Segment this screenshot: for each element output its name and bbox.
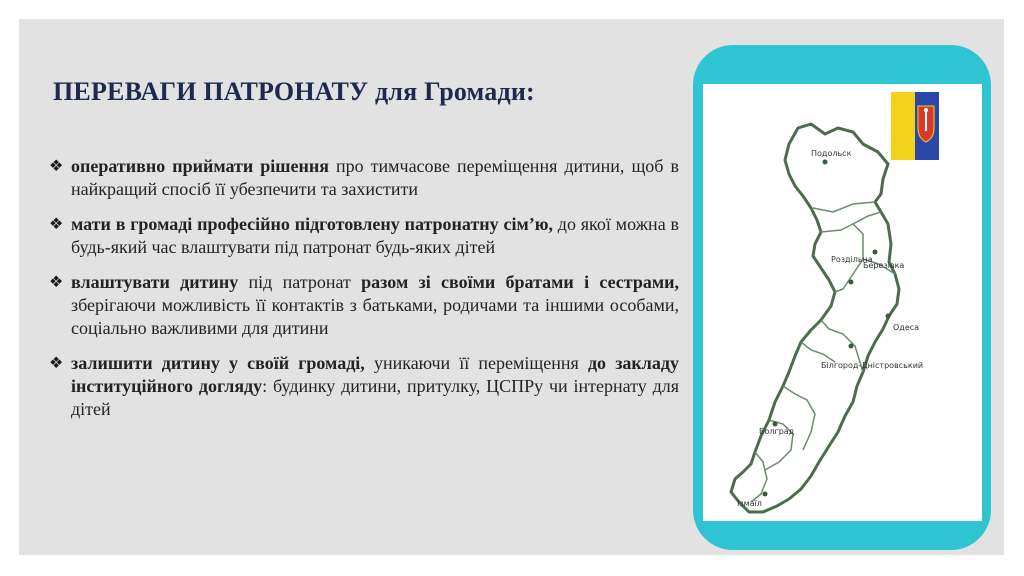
- bullet-item: [49, 352, 679, 421]
- bullet-text: про тимчасове переміщення дитини, щоб в найкращий спосіб її убезпечити та захистити: [71, 156, 679, 199]
- map-label-bilhorod: Білгород-Дністровський: [821, 361, 924, 370]
- odesa-region-map: [703, 84, 982, 521]
- map-frame: [693, 45, 991, 550]
- map-svg: [703, 84, 982, 521]
- bullet-list: [49, 155, 679, 433]
- bullet-bold-text: мати в громаді професійно підготовлену патронатну сім’ю,: [71, 214, 553, 234]
- map-label-odesa: Одеса: [893, 323, 920, 332]
- slide: [19, 19, 1004, 555]
- map-label-berezivka: Березівка: [863, 261, 905, 270]
- map-label-rozdilna: Роздільна: [831, 255, 873, 264]
- bullet-text: під патронат: [238, 272, 362, 292]
- bullet-bold-text: оперативно приймати рішення: [71, 156, 329, 176]
- slide-title: ПЕРЕВАГИ ПАТРОНАТУ для Громади:: [53, 77, 535, 106]
- bullet-bold-text: разом зі своїми братами і сестрами,: [361, 272, 679, 292]
- map-label-izmail: Ізмаїл: [737, 499, 762, 508]
- bullet-item: [49, 155, 679, 201]
- bullet-item: [49, 271, 679, 340]
- diamond-bullet-icon: ❖: [49, 216, 64, 233]
- bullet-bold-text: до закладу інституційного догляду: [71, 353, 680, 396]
- bullet-text: уникаючи її переміщення: [364, 353, 588, 373]
- map-label-podolsk: Подольск: [811, 149, 852, 158]
- bullet-text: : будинку дитини, притулку, ЦСПРу чи інтернату для дітей: [71, 376, 680, 419]
- diamond-bullet-icon: ❖: [49, 158, 64, 175]
- diamond-bullet-icon: ❖: [49, 274, 64, 291]
- bullet-bold-text: влаштувати дитину: [71, 272, 239, 292]
- bullet-text: до якої можна в будь-який час влаштувати під патронат будь-яких дітей: [71, 214, 679, 257]
- bullet-bold-text: залишити дитину у своїй громаді,: [71, 353, 365, 373]
- map-label-bolhrad: Болград: [759, 427, 795, 436]
- bullet-item: [49, 213, 679, 259]
- oblast-flag-icon: [891, 92, 939, 160]
- bullet-text: зберігаючи можливість її контактів з батьками, родичами та іншими особами, соціально важливими для дитини: [71, 295, 679, 338]
- diamond-bullet-icon: ❖: [49, 355, 64, 372]
